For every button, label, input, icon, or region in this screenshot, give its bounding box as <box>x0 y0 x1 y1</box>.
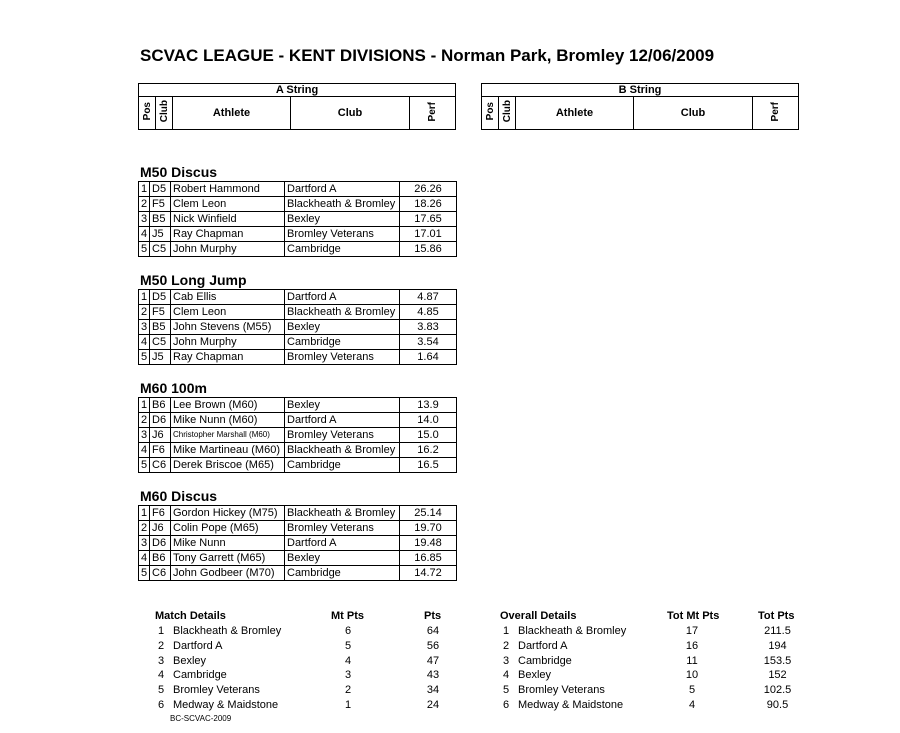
performance-cell: 14.0 <box>400 413 457 428</box>
table-row <box>139 305 457 320</box>
match-rank-cell: 5 <box>158 684 165 697</box>
performance-cell: 19.48 <box>400 536 457 551</box>
table-row <box>139 443 457 458</box>
athlete-cell: Mike Nunn (M60) <box>171 413 285 428</box>
event-results-table <box>138 505 457 581</box>
position-cell: 5 <box>139 350 150 365</box>
position-cell: 1 <box>139 398 150 413</box>
club-cell: Bromley Veterans <box>285 227 400 242</box>
club-code-cell: B6 <box>150 398 171 413</box>
athlete-cell: Gordon Hickey (M75) <box>171 506 285 521</box>
position-cell: 3 <box>139 536 150 551</box>
match-pts-cell: 24 <box>426 699 440 711</box>
club-code-cell: C5 <box>150 335 171 350</box>
footer-code: BC-SCVAC-2009 <box>170 714 232 723</box>
performance-cell: 15.0 <box>400 428 457 443</box>
athlete-cell: John Murphy <box>171 335 285 350</box>
club-cell: Bromley Veterans <box>285 350 400 365</box>
club-cell: Dartford A <box>285 413 400 428</box>
a-string-header <box>138 83 456 130</box>
athlete-cell: Derek Briscoe (M65) <box>171 458 285 473</box>
athlete-cell: Tony Garrett (M65) <box>171 551 285 566</box>
athlete-cell: Clem Leon <box>171 197 285 212</box>
athlete-cell: John Murphy <box>171 242 285 257</box>
position-cell: 2 <box>139 197 150 212</box>
overall-pts-cell: 102.5 <box>763 684 792 697</box>
club-code-cell: D5 <box>150 182 171 197</box>
overall-mt-pts-cell: 5 <box>688 684 696 697</box>
club-code-cell: J6 <box>150 521 171 536</box>
match-mt-pts-cell: 2 <box>344 684 352 697</box>
performance-cell: 17.01 <box>400 227 457 242</box>
overall-pts-cell: 194 <box>768 639 787 652</box>
match-club-cell: Medway & Maidstone <box>173 699 279 711</box>
position-cell: 4 <box>139 227 150 242</box>
athlete-cell: Clem Leon <box>171 305 285 320</box>
overall-club-cell: Blackheath & Bromley <box>518 625 627 637</box>
match-rank-cell: 1 <box>158 625 165 637</box>
position-cell: 4 <box>139 551 150 566</box>
table-row <box>139 350 457 365</box>
a-string-label: A String <box>139 84 456 97</box>
position-cell: 1 <box>139 506 150 521</box>
overall-club-cell: Cambridge <box>518 654 572 667</box>
club-cell: Cambridge <box>285 566 400 581</box>
athlete-cell: John Godbeer (M70) <box>171 566 285 581</box>
position-cell: 1 <box>139 182 150 197</box>
athlete-cell: Ray Chapman <box>171 350 285 365</box>
position-cell: 1 <box>139 290 150 305</box>
club-code-cell: F6 <box>150 443 171 458</box>
club-code-cell: B5 <box>150 320 171 335</box>
club-cell: Dartford A <box>285 536 400 551</box>
perf-header: Perf <box>427 101 438 122</box>
match-mt-pts-cell: 6 <box>344 625 352 637</box>
match-pts-cell: 47 <box>426 654 440 667</box>
club-header: Club <box>634 97 753 130</box>
club-code-cell: J5 <box>150 227 171 242</box>
performance-cell: 19.70 <box>400 521 457 536</box>
club-cell: Cambridge <box>285 458 400 473</box>
overall-mt-pts-cell: 10 <box>685 669 699 682</box>
match-pts-cell: 43 <box>426 669 440 682</box>
b-string-header <box>481 83 799 130</box>
overall-mt-pts-cell: 17 <box>685 625 699 637</box>
overall-club-cell: Dartford A <box>518 639 568 652</box>
overall-rank-cell: 1 <box>503 625 510 637</box>
position-cell: 3 <box>139 212 150 227</box>
table-row <box>139 506 457 521</box>
club-cell: Blackheath & Bromley <box>285 305 400 320</box>
match-mt-pts-cell: 5 <box>344 639 352 652</box>
pos-header: Pos <box>484 102 496 121</box>
athlete-cell: Mike Martineau (M60) <box>171 443 285 458</box>
event-results-table <box>138 181 457 257</box>
club-cell: Bromley Veterans <box>285 521 400 536</box>
b-string-label: B String <box>482 84 799 97</box>
position-cell: 3 <box>139 428 150 443</box>
athlete-cell: Christopher Marshall (M60) <box>171 428 285 443</box>
club-code-cell: D6 <box>150 413 171 428</box>
match-club-cell: Bromley Veterans <box>173 684 260 697</box>
perf-header: Perf <box>770 101 781 122</box>
club-code-cell: F5 <box>150 197 171 212</box>
table-row <box>139 212 457 227</box>
position-cell: 2 <box>139 305 150 320</box>
match-club-cell: Cambridge <box>173 669 227 682</box>
club-cell: Cambridge <box>285 335 400 350</box>
event-title: M50 Discus <box>140 164 218 180</box>
table-row <box>139 290 457 305</box>
performance-cell: 26.26 <box>400 182 457 197</box>
club-code-cell: B5 <box>150 212 171 227</box>
position-cell: 2 <box>139 521 150 536</box>
performance-cell: 16.5 <box>400 458 457 473</box>
athlete-cell: Lee Brown (M60) <box>171 398 285 413</box>
performance-cell: 14.72 <box>400 566 457 581</box>
table-row <box>139 197 457 212</box>
club-code-cell: D6 <box>150 536 171 551</box>
event-title: M50 Long Jump <box>140 272 247 288</box>
athlete-cell: Colin Pope (M65) <box>171 521 285 536</box>
overall-pts-cell: 211.5 <box>764 625 791 637</box>
overall-pts-cell: 153.5 <box>763 654 792 667</box>
position-cell: 5 <box>139 566 150 581</box>
overall-mt-pts-cell: 16 <box>685 639 699 652</box>
club-cell: Bromley Veterans <box>285 428 400 443</box>
table-row <box>139 320 457 335</box>
table-row <box>139 458 457 473</box>
overall-pts-header: Tot Pts <box>758 610 795 622</box>
table-row <box>139 398 457 413</box>
club-code-cell: J5 <box>150 350 171 365</box>
match-club-cell: Dartford A <box>173 639 223 652</box>
match-rank-cell: 2 <box>158 639 165 652</box>
overall-club-cell: Medway & Maidstone <box>518 699 624 711</box>
match-pts-header: Pts <box>424 610 442 622</box>
club-cell: Blackheath & Bromley <box>285 506 400 521</box>
table-row <box>139 521 457 536</box>
overall-pts-cell: 90.5 <box>766 699 789 711</box>
overall-rank-cell: 6 <box>503 699 510 711</box>
overall-mt-header: Tot Mt Pts <box>667 610 720 622</box>
match-rank-cell: 3 <box>158 654 165 667</box>
event-results-table <box>138 397 457 473</box>
performance-cell: 4.87 <box>400 290 457 305</box>
table-row <box>139 182 457 197</box>
performance-cell: 3.83 <box>400 320 457 335</box>
performance-cell: 1.64 <box>400 350 457 365</box>
athlete-cell: Nick Winfield <box>171 212 285 227</box>
match-pts-cell: 34 <box>426 684 440 697</box>
overall-heading: Overall Details <box>500 610 577 622</box>
club-cell: Bexley <box>285 212 400 227</box>
performance-cell: 13.9 <box>400 398 457 413</box>
table-row <box>139 242 457 257</box>
overall-club-cell: Bromley Veterans <box>518 684 605 697</box>
club-cell: Dartford A <box>285 290 400 305</box>
match-club-cell: Blackheath & Bromley <box>173 625 282 637</box>
page-title: SCVAC LEAGUE - KENT DIVISIONS - Norman Park, Bromley 12/06/2009 <box>140 46 715 65</box>
performance-cell: 3.54 <box>400 335 457 350</box>
athlete-header: Athlete <box>516 97 634 130</box>
club-code-cell: C6 <box>150 458 171 473</box>
position-cell: 3 <box>139 320 150 335</box>
event-results-table <box>138 289 457 365</box>
club-cell: Cambridge <box>285 242 400 257</box>
overall-rank-cell: 5 <box>503 684 510 697</box>
overall-club-cell: Bexley <box>518 669 552 682</box>
match-mt-pts-cell: 1 <box>344 699 352 711</box>
club-code-cell: C6 <box>150 566 171 581</box>
athlete-cell: Robert Hammond <box>171 182 285 197</box>
match-mt-pts-cell: 3 <box>344 669 352 682</box>
performance-cell: 18.26 <box>400 197 457 212</box>
match-pts-cell: 64 <box>426 625 440 637</box>
performance-cell: 16.85 <box>400 551 457 566</box>
athlete-cell: John Stevens (M55) <box>171 320 285 335</box>
event-title: M60 100m <box>140 380 207 396</box>
table-row <box>139 566 457 581</box>
athlete-cell: Cab Ellis <box>171 290 285 305</box>
pos-header: Pos <box>141 102 153 121</box>
table-row <box>139 536 457 551</box>
club-cell: Bexley <box>285 320 400 335</box>
match-heading: Match Details <box>155 610 226 622</box>
club-code-cell: F6 <box>150 506 171 521</box>
club-cell: Bexley <box>285 551 400 566</box>
overall-rank-cell: 3 <box>503 654 510 667</box>
club-header: Club <box>291 97 410 130</box>
position-cell: 4 <box>139 443 150 458</box>
club-code-cell: F5 <box>150 305 171 320</box>
performance-cell: 17.65 <box>400 212 457 227</box>
position-cell: 5 <box>139 458 150 473</box>
athlete-cell: Mike Nunn <box>171 536 285 551</box>
athlete-cell: Ray Chapman <box>171 227 285 242</box>
table-row <box>139 335 457 350</box>
overall-rank-cell: 2 <box>503 639 510 652</box>
club-cell: Blackheath & Bromley <box>285 443 400 458</box>
table-row <box>139 428 457 443</box>
position-cell: 4 <box>139 335 150 350</box>
club-cell: Bexley <box>285 398 400 413</box>
match-rank-cell: 6 <box>158 699 165 711</box>
overall-mt-pts-cell: 11 <box>686 654 698 667</box>
event-title: M60 Discus <box>140 488 218 504</box>
position-cell: 5 <box>139 242 150 257</box>
table-row <box>139 551 457 566</box>
performance-cell: 15.86 <box>400 242 457 257</box>
performance-cell: 4.85 <box>400 305 457 320</box>
club-code-cell: C5 <box>150 242 171 257</box>
overall-pts-cell: 152 <box>768 669 787 682</box>
performance-cell: 16.2 <box>400 443 457 458</box>
club-cell: Blackheath & Bromley <box>285 197 400 212</box>
overall-mt-pts-cell: 4 <box>688 699 696 711</box>
club-code-cell: J6 <box>150 428 171 443</box>
table-row <box>139 413 457 428</box>
club-code-cell: D5 <box>150 290 171 305</box>
club-code-cell: B6 <box>150 551 171 566</box>
position-cell: 2 <box>139 413 150 428</box>
match-rank-cell: 4 <box>158 669 165 682</box>
club-cell: Dartford A <box>285 182 400 197</box>
performance-cell: 25.14 <box>400 506 457 521</box>
club-code-header: Club <box>501 100 513 123</box>
athlete-header: Athlete <box>173 97 291 130</box>
club-code-header: Club <box>158 100 170 123</box>
match-club-cell: Bexley <box>173 654 207 667</box>
match-pts-cell: 56 <box>426 639 440 652</box>
match-mt-header: Mt Pts <box>331 610 364 622</box>
match-mt-pts-cell: 4 <box>344 654 352 667</box>
table-row <box>139 227 457 242</box>
overall-rank-cell: 4 <box>503 669 510 682</box>
